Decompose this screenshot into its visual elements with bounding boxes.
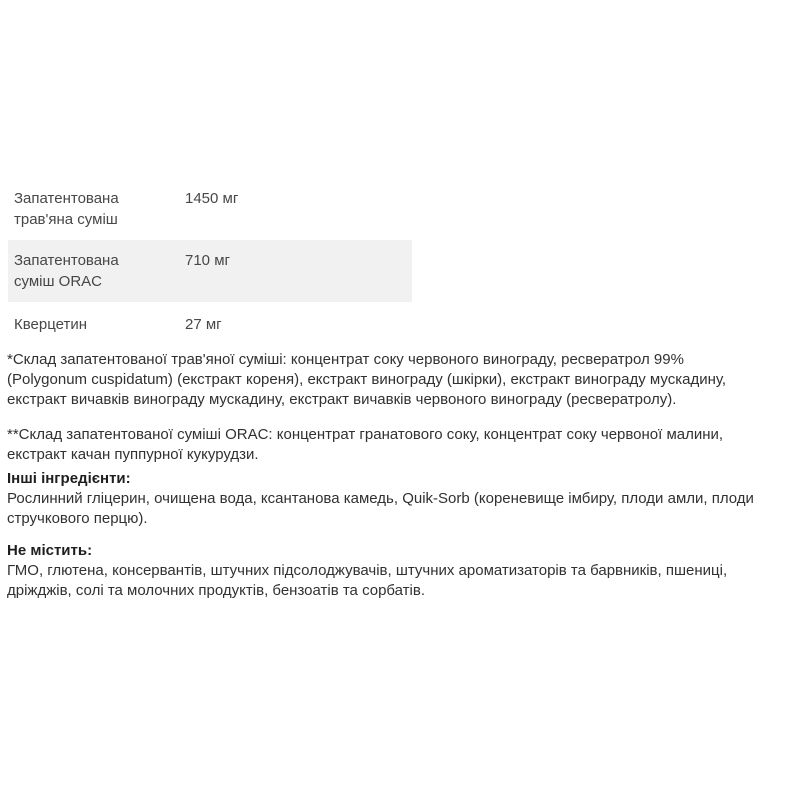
footnote-orac-blend-composition: **Склад запатентованої суміші ORAC: концентрат гранатового соку, концентрат соку червоної малини, екстракт качан пуппурної кукурудзи. [7, 426, 724, 463]
footnote-herbal-blend-composition: *Склад запатентованої трав'яної суміші: концентрат соку червоного винограду, ресвератрол 99% (Polygonum cuspidatum) (екстракт кореня), екстракт винограду (шкірки), екстракт винограду мускадину, екстракт вичавків винограду мускадину, екстракт вичавків червоного винограду (ресвератролу). [7, 351, 727, 408]
table-row-orac-blend [8, 240, 412, 302]
other-ingredients-body: Рослинний гліцерин, очищена вода, ксантанова камедь, Quik-Sorb (кореневище імбиру, плоди амли, плоди стручкового перцю). [7, 490, 754, 527]
ingredient-name: Запатентована трав'яна суміш [14, 190, 119, 228]
table-row-quercetin [8, 308, 412, 341]
ingredient-name: Запатентована суміш ORAC [14, 252, 119, 290]
supplement-amounts-table [8, 182, 412, 341]
ingredient-name: Кверцетин [14, 316, 88, 333]
ingredients-notes-section [7, 350, 764, 601]
ingredient-amount: 27 мг [185, 316, 222, 333]
table-row-herbal-blend [8, 182, 412, 236]
ingredient-amount: 1450 мг [185, 190, 239, 207]
other-ingredients-heading: Інші інгредієнти: [7, 470, 131, 487]
does-not-contain-heading: Не містить: [7, 542, 93, 559]
ingredient-amount: 710 мг [185, 252, 230, 269]
does-not-contain-body: ГМО, глютена, консервантів, штучних підсолоджувачів, штучних ароматизаторів та барвників, пшениці, дріжджів, солі та молочних продуктів, бензоатів та сорбатів. [7, 562, 728, 599]
